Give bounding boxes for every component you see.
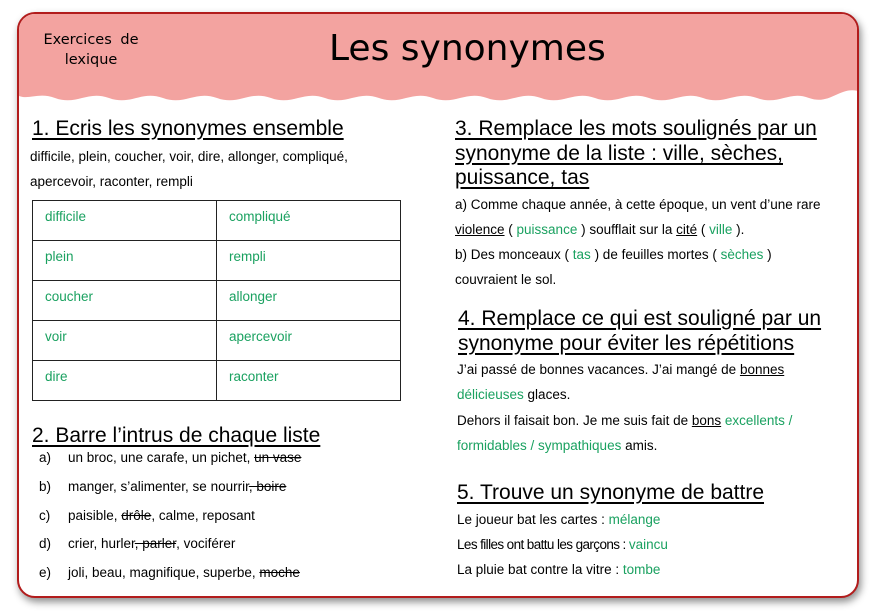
text-fragment: (	[504, 222, 517, 237]
synonym-pairs-table	[32, 200, 401, 401]
section5-line1	[457, 507, 660, 532]
answer-word: sèches	[720, 247, 764, 262]
struck-word: moche	[259, 565, 300, 581]
table-row	[33, 321, 401, 361]
section3-sentence-a-line1: a) Comme chaque année, à cette époque, un vent d’une rare	[455, 197, 821, 212]
table-cell: dire	[33, 361, 217, 401]
table-cell: rempli	[217, 241, 401, 281]
list-item-letter: c)	[39, 507, 51, 523]
header-subtitle: Exercices de lexique	[43, 32, 139, 68]
list-item-text: joli, beau, magnifique, superbe,	[68, 565, 260, 581]
underlined-word: violence	[455, 222, 505, 237]
worksheet-frame	[17, 12, 859, 598]
list-item-text: un broc, une carafe, un pichet,	[68, 450, 255, 465]
list-item-letter: a)	[39, 450, 52, 465]
list-item-text: manger, s’alimenter, se nourrir	[68, 478, 249, 494]
section4-line3	[457, 408, 792, 433]
section3-sentence-a-line2	[455, 217, 744, 242]
text-fragment: amis.	[621, 438, 658, 453]
table-cell: plein	[33, 241, 217, 281]
underlined-word: bons	[691, 413, 722, 428]
table-row	[33, 201, 401, 241]
answer-word: tas	[572, 247, 591, 262]
text-fragment: Dehors il faisait bon. Je me suis fait de	[457, 413, 692, 428]
answer-word: vaincu	[628, 537, 668, 552]
table-cell: difficile	[33, 201, 217, 241]
answer-word: formidables / sympathiques	[457, 438, 622, 453]
table-cell: apercevoir	[217, 321, 401, 361]
list-item-letter: b)	[39, 478, 52, 494]
answer-word: puissance	[516, 222, 578, 237]
answer-word: mélange	[608, 512, 661, 527]
table-cell: allonger	[217, 281, 401, 321]
text-fragment: Le joueur bat les cartes :	[457, 512, 609, 527]
text-fragment: )	[763, 247, 772, 262]
text-fragment: (	[697, 222, 710, 237]
table-cell: voir	[33, 321, 217, 361]
section1-word-list-line2: apercevoir, raconter, rempli	[30, 174, 193, 189]
section3-sentence-b-line2: couvraient le sol.	[455, 272, 557, 287]
section4-title-line1: 4. Remplace ce qui est souligné par un	[458, 307, 822, 330]
text-fragment: J’ai passé de bonnes vacances. J’ai mangé de	[457, 362, 740, 377]
section4-line4	[457, 433, 657, 458]
text-fragment: ) de feuilles mortes (	[590, 247, 721, 262]
text-fragment: b) Des monceaux (	[455, 247, 573, 262]
answer-word: délicieuses	[457, 387, 524, 402]
text-fragment: La pluie bat contre la vitre :	[457, 562, 623, 577]
page-title: Les synonymes	[329, 28, 606, 69]
struck-word: drôle	[121, 507, 152, 523]
answer-word: excellents /	[721, 413, 793, 428]
underlined-word: cité	[676, 222, 698, 237]
section4-line2	[457, 382, 570, 407]
section2-title: 2. Barre l’intrus de chaque liste	[32, 424, 321, 447]
list-item-text: paisible,	[68, 507, 122, 523]
section3-sentence-b-line1	[455, 242, 772, 267]
table-row	[33, 361, 401, 401]
section1-word-list-line1: difficile, plein, coucher, voir, dire, allonger, compliqué,	[30, 149, 348, 164]
section5-title: 5. Trouve un synonyme de battre	[457, 481, 765, 504]
section5-line2	[457, 532, 668, 557]
section3-title-line2: synonyme de la liste : ville, sèches,	[455, 142, 783, 165]
table-cell: coucher	[33, 281, 217, 321]
section1-title: 1. Ecris les synonymes ensemble	[32, 117, 344, 140]
struck-word: un vase	[254, 450, 302, 465]
section5-line3	[457, 557, 660, 582]
text-fragment: glaces.	[523, 387, 571, 402]
section4-title-line2: synonyme pour éviter les répétitions	[458, 332, 795, 355]
table-cell: compliqué	[217, 201, 401, 241]
list-item-text-after: , calme, reposant	[151, 507, 255, 523]
text-fragment: Les filles ont battu les garçons :	[457, 537, 629, 552]
list-item-letter: e)	[39, 565, 52, 581]
text-fragment: ) soufflait sur la	[577, 222, 677, 237]
table-row	[33, 281, 401, 321]
table-row	[33, 241, 401, 281]
text-fragment: ).	[732, 222, 745, 237]
section3-title-line1: 3. Remplace les mots soulignés par un	[455, 117, 817, 140]
struck-word: , parler	[134, 536, 177, 552]
answer-word: tombe	[622, 562, 661, 577]
section4-line1	[457, 357, 784, 382]
list-item-text-after: , vociférer	[176, 536, 236, 552]
answer-word: ville	[709, 222, 733, 237]
underlined-word: bonnes	[739, 362, 785, 377]
list-item-text: crier, hurler	[68, 536, 135, 552]
struck-word: , boire	[248, 478, 287, 494]
section3-title-line3: puissance, tas	[455, 166, 590, 189]
table-cell: raconter	[217, 361, 401, 401]
list-item-letter: d)	[39, 536, 52, 552]
